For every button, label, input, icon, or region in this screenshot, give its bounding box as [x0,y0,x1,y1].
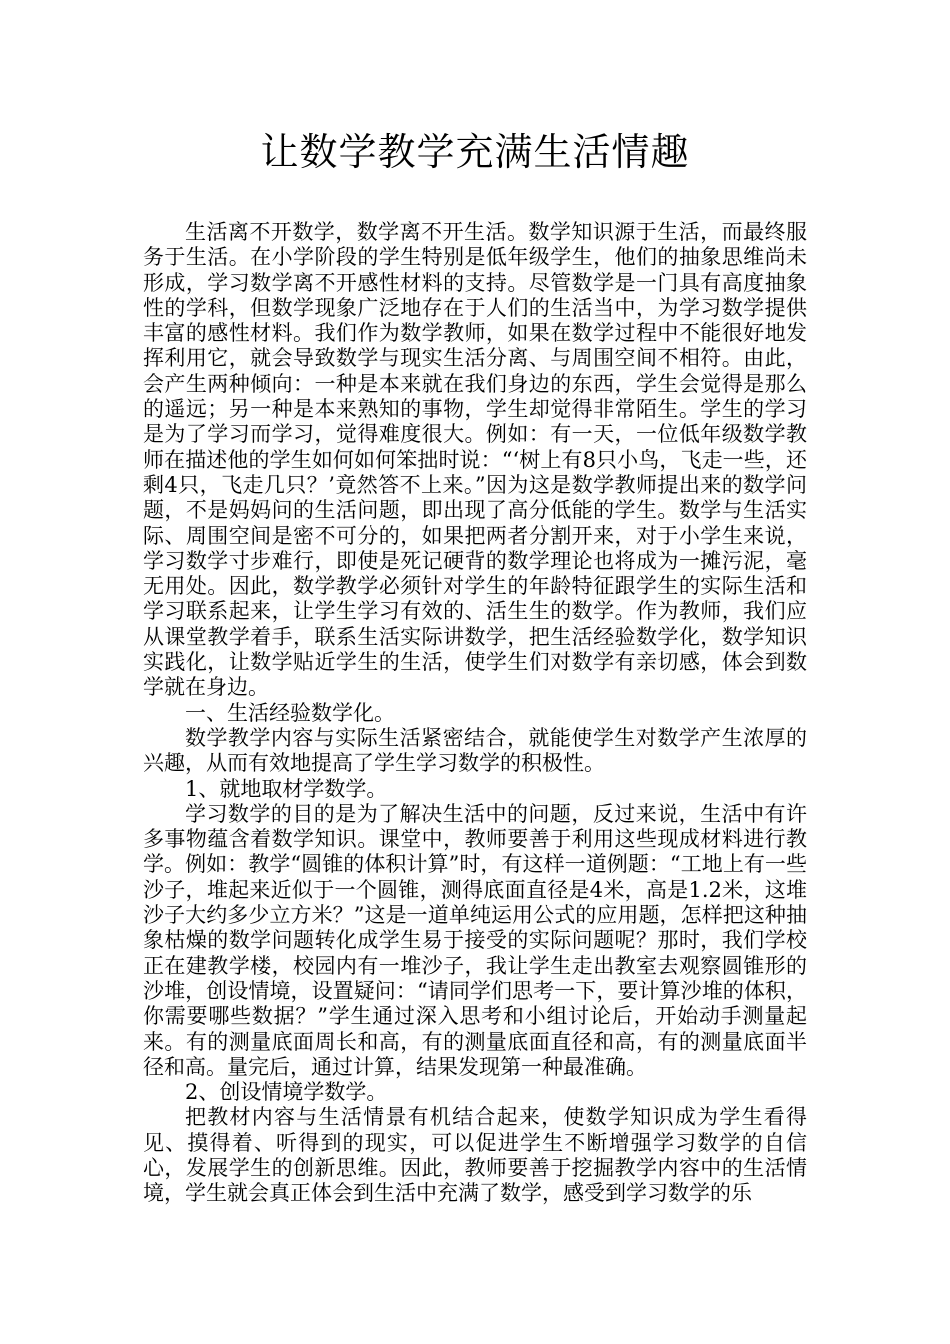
paragraph-subsection-1: 学习数学的目的是为了解决生活中的问题，反过来说，生活中有许多事物蕴含着数学知识。课堂中，教师要善于利用这些现成材料进行教学。例如：教学“圆锥的体积计算”时，有这样一道例题：“工地上有一些沙子，堆起来近似于一个圆锥，测得底面直径是4米，高是1.2米，这堆沙子大约多少立方米？”这是一道单纯运用公式的应用题，怎样把这种抽象枯燥的数学问题转化成学生易于接受的实际问题呢？那时，我们学校正在建教学楼，校园内有一堆沙子，我让学生走出教室去观察圆锥形的沙堆，创设情境，设置疑问：“请同学们思考一下，要计算沙堆的体积，你需要哪些数据？”学生通过深入思考和小组讨论后，开始动手测量起来。有的测量底面周长和高，有的测量底面直径和高，有的测量底面半径和高。量完后，通过计算，结果发现第一种最准确。 [143,801,807,1079]
document-body [143,220,807,1207]
paragraph-section-1: 数学教学内容与实际生活紧密结合，就能使学生对数学产生浓厚的兴趣，从而有效地提高了学生学习数学的积极性。 [143,725,807,776]
paragraph-subsection-2: 把教材内容与生活情景有机结合起来，使数学知识成为学生看得见、摸得着、听得到的现实，可以促进学生不断增强学习数学的自信心，发展学生的创新思维。因此，教师要善于挖掘教学内容中的生活情境，学生就会真正体会到生活中充满了数学，感受到学习数学的乐 [143,1105,807,1206]
subsection-heading-2: 2、创设情境学数学。 [185,1080,388,1105]
section-heading-1: 一、生活经验数学化。 [185,700,395,725]
document-title: 让数学教学充满生活情趣 [260,130,690,174]
paragraph-intro: 生活离不开数学，数学离不开生活。数学知识源于生活，而最终服务于生活。在小学阶段的学生特别是低年级学生，他们的抽象思维尚未形成，学习数学离不开感性材料的支持。尽管数学是一门具有高度抽象性的学科，但数学现象广泛地存在于人们的生活当中，为学习数学提供丰富的感性材料。我们作为数学教师，如果在数学过程中不能很好地发挥利用它，就会导致数学与现实生活分离、与周围空间不相符。由此，会产生两种倾向：一种是本来就在我们身边的东西，学生会觉得是那么的遥远；另一种是本来熟知的事物，学生却觉得非常陌生。学生的学习是为了学习而学习，觉得难度很大。例如：有一天，一位低年级数学教师在描述他的学生如何如何笨拙时说：“‘树上有8只小鸟，飞走一些，还剩4只，飞走几只？’竟然答不上来。”因为这是数学教师提出来的数学问题，不是妈妈问的生活问题，即出现了高分低能的学生。数学与生活实际、周围空间是密不可分的，如果把两者分割开来，对于小学生来说，学习数学寸步难行，即使是死记硬背的数学理论也将成为一摊污泥，毫无用处。因此，数学教学必须针对学生的年龄特征跟学生的实际生活和学习联系起来，让学生学习有效的、活生生的数学。作为教师，我们应从课堂教学着手，联系生活实际讲数学，把生活经验数学化，数学知识实践化，让数学贴近学生的生活，使学生们对数学有亲切感，体会到数学就在身边。 [143,220,807,700]
subsection-heading-1: 1、就地取材学数学。 [185,776,388,801]
